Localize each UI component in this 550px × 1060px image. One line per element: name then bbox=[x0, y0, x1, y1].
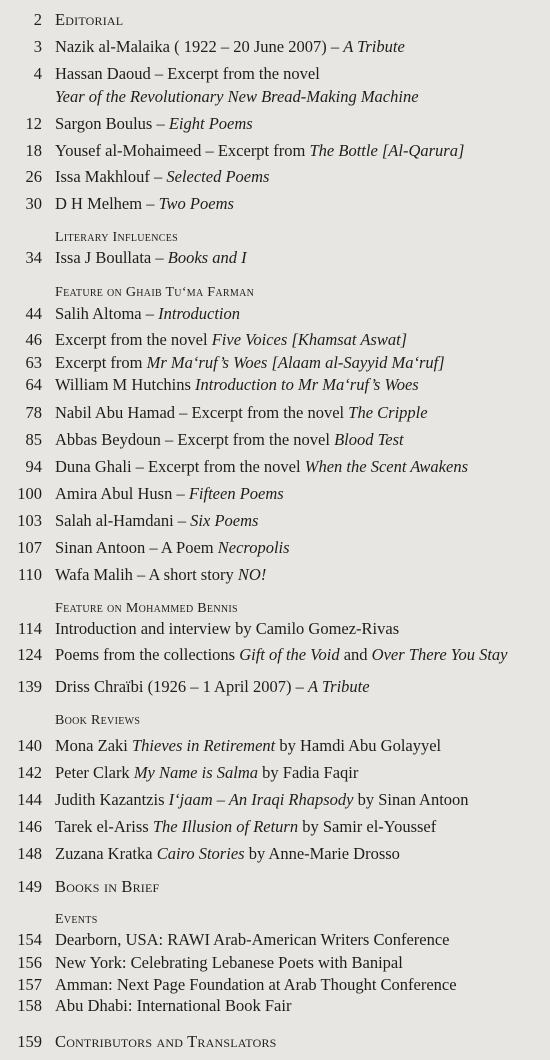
italic-title: Eight Poems bbox=[168, 114, 253, 133]
entry-text-part: Feature on Mohammed Bennis bbox=[55, 601, 238, 616]
entry-text-part: by Fadia Faqir bbox=[258, 763, 359, 782]
page-number: 157 bbox=[17, 975, 42, 994]
section-title bbox=[55, 284, 254, 302]
entry-text-part: Peter Clark bbox=[55, 763, 134, 782]
page-number: 34 bbox=[25, 248, 42, 267]
italic-title: Necropolis bbox=[217, 538, 290, 557]
italic-title: Books and I bbox=[167, 248, 247, 267]
entry-text bbox=[55, 818, 436, 836]
entry-text bbox=[55, 331, 407, 349]
italic-title: A Tribute bbox=[308, 677, 370, 696]
entry-text bbox=[55, 646, 507, 664]
entry-text bbox=[55, 954, 403, 972]
entry-text-part: Tarek el-Ariss bbox=[55, 817, 153, 836]
entry-text-part: Duna Ghali – Excerpt from the novel bbox=[55, 457, 305, 476]
entry-text-part: by Hamdi Abu Golayyel bbox=[275, 736, 442, 755]
page-number: 159 bbox=[17, 1032, 42, 1051]
entry-text bbox=[55, 512, 258, 530]
entry-text-part: by Samir el-Youssef bbox=[298, 817, 437, 836]
page-number: 44 bbox=[25, 304, 42, 323]
italic-title: Two Poems bbox=[158, 194, 234, 213]
italic-title: Introduction to Mr Ma‘ruf’s Woes bbox=[195, 375, 419, 394]
italic-title: Selected Poems bbox=[166, 167, 270, 186]
italic-title: Fifteen Poems bbox=[188, 484, 284, 503]
entry-text bbox=[55, 142, 464, 160]
page-number: 139 bbox=[17, 677, 42, 696]
entry-text bbox=[55, 88, 419, 106]
entry-text bbox=[55, 539, 290, 557]
entry-text-part: Mona Zaki bbox=[55, 736, 132, 755]
page-number: 30 bbox=[25, 194, 42, 213]
entry-text-part: Literary Influences bbox=[55, 230, 178, 245]
page-number: 85 bbox=[25, 430, 42, 449]
entry-text-part: Wafa Malih – A short story bbox=[55, 565, 238, 584]
page-number: 63 bbox=[25, 353, 42, 372]
entry-text-part: Book Reviews bbox=[55, 713, 141, 728]
entry-text-part: Issa J Boullata – bbox=[55, 248, 168, 267]
entry-text-part: William M Hutchins bbox=[55, 375, 196, 394]
page-number: 148 bbox=[17, 844, 42, 863]
italic-title: Introduction bbox=[158, 304, 241, 323]
italic-title: Cairo Stories bbox=[156, 844, 245, 863]
entry-text-part: Abu Dhabi: International Book Fair bbox=[55, 996, 292, 1015]
page-number: 158 bbox=[17, 996, 42, 1015]
page-number: 46 bbox=[25, 330, 42, 349]
section-title bbox=[55, 600, 238, 618]
page-number: 110 bbox=[17, 565, 42, 584]
entry-text bbox=[55, 791, 469, 809]
page-number: 4 bbox=[33, 64, 42, 83]
entry-text-part: Salih Altoma – bbox=[55, 304, 159, 323]
entry-text bbox=[55, 404, 428, 422]
italic-title: The Cripple bbox=[348, 403, 428, 422]
entry-text-part: D H Melhem – bbox=[55, 194, 159, 213]
page-number: 146 bbox=[17, 817, 42, 836]
italic-title: Over There You Stay bbox=[371, 645, 508, 664]
italic-title: Year of the Revolutionary New Bread-Making Machine bbox=[55, 87, 419, 106]
page-number: 149 bbox=[17, 877, 42, 896]
entry-text-part: Zuzana Kratka bbox=[55, 844, 157, 863]
entry-text bbox=[55, 485, 284, 503]
italic-title: Thieves in Retirement bbox=[131, 736, 276, 755]
entry-text bbox=[55, 997, 291, 1015]
entry-text bbox=[55, 566, 266, 584]
italic-title: When the Scent Awakens bbox=[304, 457, 468, 476]
entry-text-part: Dearborn, USA: RAWI Arab-American Writers Conference bbox=[55, 930, 450, 949]
entry-text-part: Sargon Boulus – bbox=[55, 114, 169, 133]
entry-text bbox=[55, 878, 159, 896]
page-number: 103 bbox=[17, 511, 42, 530]
italic-title: My Name is Salma bbox=[133, 763, 259, 782]
entry-text-part: Events bbox=[55, 912, 98, 927]
page-number: 12 bbox=[25, 114, 42, 133]
entry-text bbox=[55, 354, 445, 372]
entry-text-part: Amira Abul Husn – bbox=[55, 484, 189, 503]
page-number: 154 bbox=[17, 930, 42, 949]
section-title bbox=[55, 911, 98, 929]
entry-text-part: Poems from the collections bbox=[55, 645, 240, 664]
italic-title: The Bottle [Al-Qarura] bbox=[309, 141, 465, 160]
entry-text-part: Issa Makhlouf – bbox=[55, 167, 167, 186]
page-number: 114 bbox=[17, 619, 42, 638]
page-number: 3 bbox=[33, 37, 42, 56]
entry-text bbox=[55, 737, 441, 755]
entry-text bbox=[55, 678, 370, 696]
entry-text bbox=[55, 11, 123, 29]
page-number: 94 bbox=[25, 457, 42, 476]
page-number: 2 bbox=[33, 10, 42, 29]
entry-text bbox=[55, 458, 468, 476]
entry-text-part: and bbox=[339, 645, 372, 664]
entry-text-part: Yousef al-Mohaimeed – Excerpt from bbox=[55, 141, 310, 160]
entry-text bbox=[55, 115, 253, 133]
entry-text bbox=[55, 431, 404, 449]
entry-text-part: Excerpt from the novel bbox=[55, 330, 212, 349]
entry-text-part: Introduction and interview by Camilo Gomez-Rivas bbox=[55, 619, 400, 638]
page-number: 156 bbox=[17, 953, 42, 972]
entry-text bbox=[55, 376, 419, 394]
entry-text-part: Contributors and Translators bbox=[55, 1032, 277, 1051]
entry-text bbox=[55, 845, 400, 863]
page-number: 18 bbox=[25, 141, 42, 160]
entry-text-part: by Anne-Marie Drosso bbox=[244, 844, 400, 863]
entry-text bbox=[55, 195, 234, 213]
entry-text-part: Feature on Ghaib Tu‘ma Farman bbox=[55, 285, 255, 300]
entry-text-part: New York: Celebrating Lebanese Poets with Banipal bbox=[55, 953, 403, 972]
page-number: 140 bbox=[17, 736, 42, 755]
italic-title: Mr Ma‘ruf’s Woes [Alaam al-Sayyid Ma‘ruf] bbox=[146, 353, 445, 372]
entry-text bbox=[55, 620, 399, 638]
page-number: 78 bbox=[25, 403, 42, 422]
entry-text-part: Judith Kazantzis bbox=[55, 790, 169, 809]
page-number: 64 bbox=[25, 375, 42, 394]
entry-text-part: Nazik al-Malaika ( 1922 – 20 June 2007) – bbox=[55, 37, 344, 56]
entry-text-part: Sinan Antoon – A Poem bbox=[55, 538, 218, 557]
entry-text bbox=[55, 65, 320, 83]
entry-text-part: Books in Brief bbox=[55, 877, 160, 896]
section-title bbox=[55, 229, 178, 247]
entry-text bbox=[55, 931, 450, 949]
entry-text bbox=[55, 1033, 277, 1051]
italic-title: NO! bbox=[237, 565, 267, 584]
italic-title: I‘jaam – An Iraqi Rhapsody bbox=[168, 790, 354, 809]
entry-text-part: Editorial bbox=[55, 10, 124, 29]
entry-text-part: Amman: Next Page Foundation at Arab Thought Conference bbox=[55, 975, 457, 994]
italic-title: Five Voices [Khamsat Aswat] bbox=[211, 330, 408, 349]
page-number: 142 bbox=[17, 763, 42, 782]
entry-text-part: Abbas Beydoun – Excerpt from the novel bbox=[55, 430, 335, 449]
italic-title: Six Poems bbox=[190, 511, 259, 530]
entry-text bbox=[55, 305, 240, 323]
entry-text bbox=[55, 38, 405, 56]
entry-text bbox=[55, 976, 457, 994]
entry-text-part: Excerpt from bbox=[55, 353, 147, 372]
entry-text bbox=[55, 249, 247, 267]
italic-title: Gift of the Void bbox=[239, 645, 340, 664]
entry-text bbox=[55, 764, 358, 782]
entry-text-part: Driss Chraïbi (1926 – 1 April 2007) – bbox=[55, 677, 308, 696]
page-number: 100 bbox=[17, 484, 42, 503]
italic-title: The Illusion of Return bbox=[152, 817, 299, 836]
section-title bbox=[55, 712, 140, 730]
entry-text-part: Nabil Abu Hamad – Excerpt from the novel bbox=[55, 403, 349, 422]
page-number: 144 bbox=[17, 790, 42, 809]
italic-title: Blood Test bbox=[334, 430, 404, 449]
entry-text-part: by Sinan Antoon bbox=[353, 790, 469, 809]
page-number: 26 bbox=[25, 167, 42, 186]
entry-text-part: Hassan Daoud – Excerpt from the novel bbox=[55, 64, 320, 83]
page-number: 124 bbox=[17, 645, 42, 664]
entry-text bbox=[55, 168, 269, 186]
entry-text-part: Salah al-Hamdani – bbox=[55, 511, 191, 530]
italic-title: A Tribute bbox=[343, 37, 405, 56]
page-number: 107 bbox=[17, 538, 42, 557]
